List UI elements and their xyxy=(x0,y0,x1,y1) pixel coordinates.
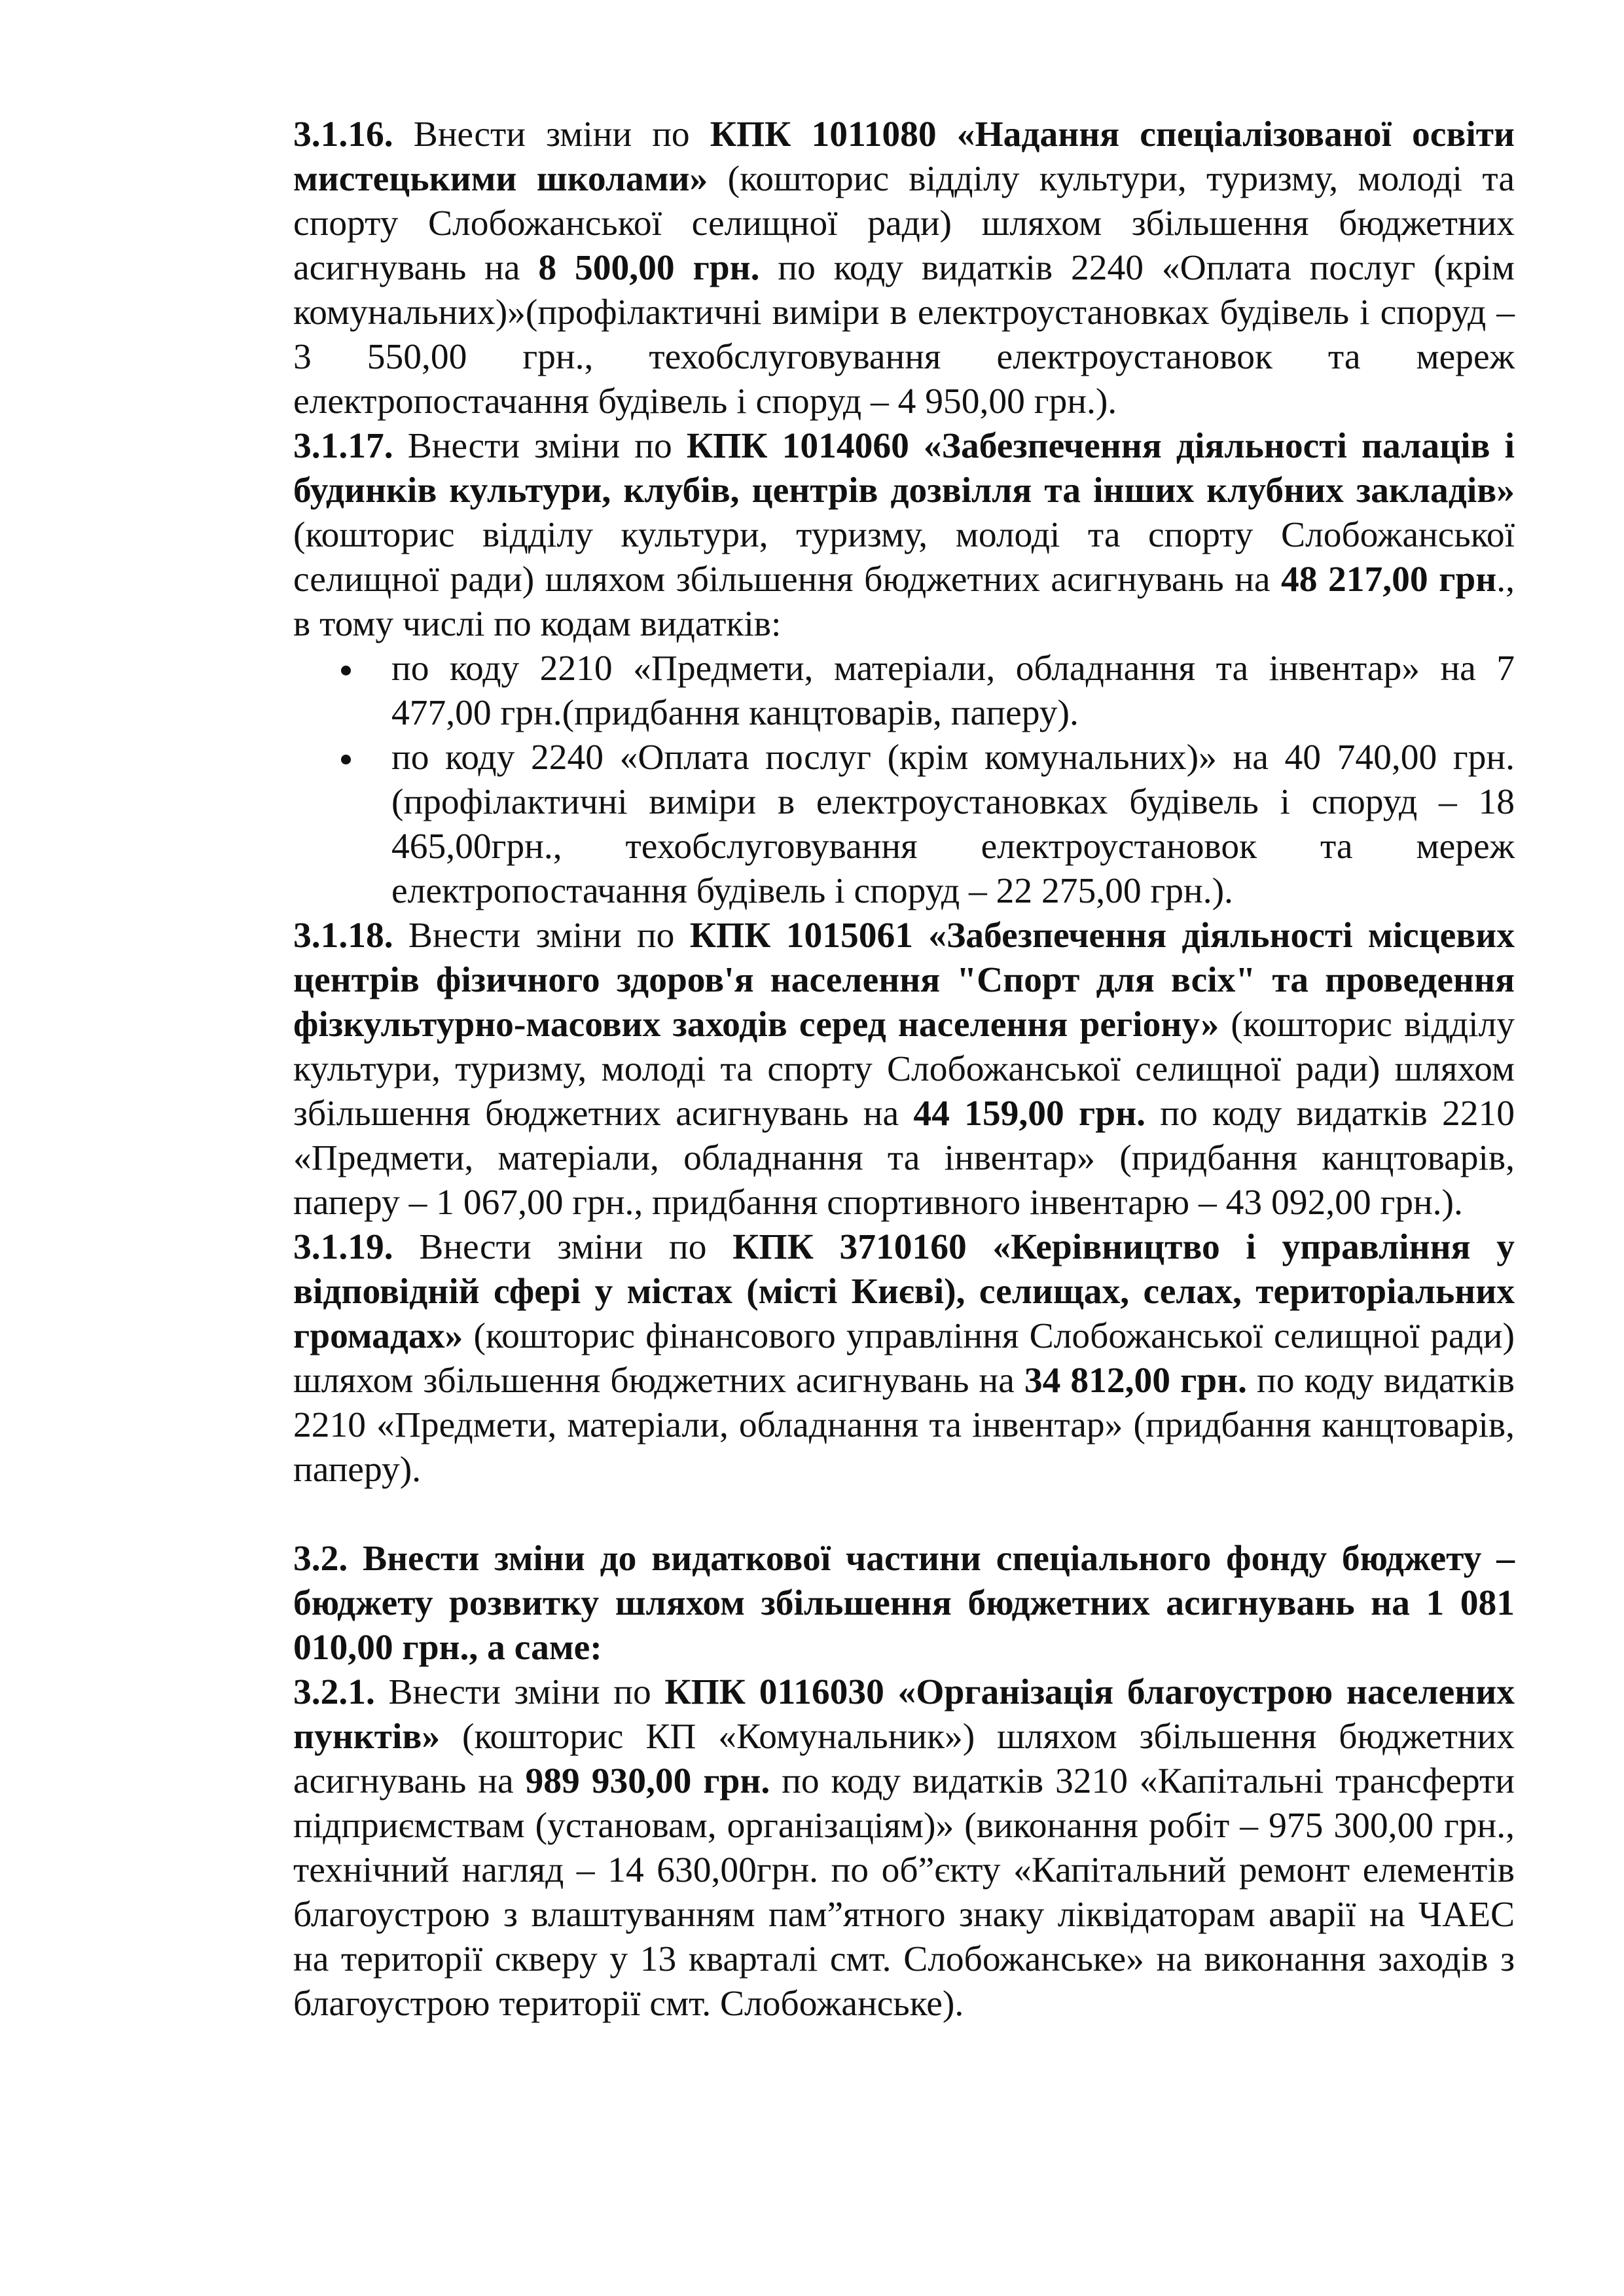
item-3-1-16 xyxy=(293,113,1515,424)
kpk-title: КПК 3710160 «Керівництво і управління у відповідній сфері у містах (місті Києві), селищах, селах, територіальних громадах» xyxy=(293,1227,1515,1356)
list-item-text: по коду 2210 «Предмети, матеріали, обладнання та інвентар» на 7 477,00 грн.(придбання канцтоварів, паперу). xyxy=(391,649,1515,733)
amount: 8 500,00 грн. xyxy=(538,248,760,288)
item-text: Внести зміни по xyxy=(393,1227,733,1267)
list-item xyxy=(293,736,1515,914)
item-text: по коду видатків 3210 «Капітальні трансферти підприємствам (установам, організаціям)» (виконання робіт – 975 300,00 грн., технічний нагляд – 14 630,00грн. по об”єкту «Капітальний ремонт елементів благоустрою з влаштуванням пам”ятного знаку ліквідаторам аварії на ЧАЕС на території скверу у 13 кварталі смт. Слобожанське» на виконання заходів з благоустрою території смт. Слобожанське). xyxy=(293,1761,1515,2024)
item-number: 3.1.19. xyxy=(293,1227,393,1267)
bullet-icon xyxy=(341,666,351,675)
amount: 34 812,00 грн. xyxy=(1024,1361,1247,1401)
kpk-title: КПК 1015061 «Забезпечення діяльності місцевих центрів фізичного здоров'я населення "Спорт для всіх" та проведення фізкультурно-масових заходів серед населення регіону» xyxy=(293,916,1515,1045)
kpk-title: КПК 0116030 «Організація благоустрою населених пунктів» xyxy=(293,1672,1515,1757)
list-item xyxy=(293,647,1515,736)
item-3-1-18 xyxy=(293,914,1515,1225)
item-text: (кошторис КП «Комунальник») шляхом збільшення бюджетних асигнувань на xyxy=(293,1717,1515,1801)
item-text: ., в тому числі по кодам видатків: xyxy=(293,560,1515,644)
section-heading-text: 3.2. Внести зміни до видаткової частини спеціального фонду бюджету – бюджету розвитку шляхом збільшення бюджетних асигнувань на 1 081 010,00 грн., а саме: xyxy=(293,1539,1515,1668)
item-text: по коду видатків 2210 «Предмети, матеріали, обладнання та інвентар» (придбання канцтоварів, паперу). xyxy=(293,1361,1515,1490)
section-spacer xyxy=(293,1492,1515,1537)
item-3-1-17 xyxy=(293,424,1515,647)
item-text: (кошторис відділу культури, туризму, молоді та спорту Слобожанської селищної ради) шляхом збільшення бюджетних асигнувань на xyxy=(293,1005,1515,1134)
item-text: по коду видатків 2240 «Оплата послуг (крім комунальних)»(профілактичні виміри в електроустановках будівель і споруд – 3 550,00 грн., техобслуговування електроустановок та мереж електропостачання будівель і споруд – 4 950,00 грн.). xyxy=(293,248,1515,422)
item-text: Внести зміни по xyxy=(393,426,687,466)
item-text: по коду видатків 2210 «Предмети, матеріали, обладнання та інвентар» (придбання канцтоварів, паперу – 1 067,00 грн., придбання спортивного інвентарю – 43 092,00 грн.). xyxy=(293,1094,1515,1223)
amount: 48 217,00 грн xyxy=(1281,560,1497,600)
item-number: 3.1.18. xyxy=(293,916,393,956)
item-text: Внести зміни по xyxy=(374,1672,665,1712)
item-number: 3.2.1. xyxy=(293,1672,375,1712)
item-text: (кошторис фінансового управління Слобожанської селищної ради) шляхом збільшення бюджетних асигнувань на xyxy=(293,1316,1515,1401)
item-3-1-19 xyxy=(293,1225,1515,1492)
item-text: Внести зміни по xyxy=(393,115,710,154)
section-3-2-heading xyxy=(293,1537,1515,1670)
item-text: (кошторис відділу культури, туризму, молоді та спорту Слобожанської селищної ради) шляхом збільшення бюджетних асигнувань на xyxy=(293,159,1515,288)
kpk-title: КПК 1011080 «Надання спеціалізованої освіти мистецькими школами» xyxy=(293,115,1515,199)
list-item-text: по коду 2240 «Оплата послуг (крім комунальних)» на 40 740,00 грн. (профілактичні виміри в електроустановках будівель і споруд – 18 465,00грн., техобслуговування електроустановок та мереж електропостачання будівель і споруд – 22 275,00 грн.). xyxy=(391,738,1515,911)
item-number: 3.1.16. xyxy=(293,115,393,154)
item-number: 3.1.17. xyxy=(293,426,393,466)
kpk-title: КПК 1014060 «Забезпечення діяльності палаців і будинків культури, клубів, центрів дозвілля та інших клубних закладів» xyxy=(293,426,1515,511)
amount: 989 930,00 грн. xyxy=(525,1761,770,1801)
item-text: (кошторис відділу культури, туризму, молоді та спорту Слобожанської селищної ради) шляхом збільшення бюджетних асигнувань на xyxy=(293,515,1515,600)
amount: 44 159,00 грн. xyxy=(913,1094,1146,1134)
expense-code-list xyxy=(293,647,1515,914)
item-3-2-1 xyxy=(293,1670,1515,2026)
item-text: Внести зміни по xyxy=(393,916,690,956)
bullet-icon xyxy=(341,755,351,764)
document-page xyxy=(293,113,1515,2026)
